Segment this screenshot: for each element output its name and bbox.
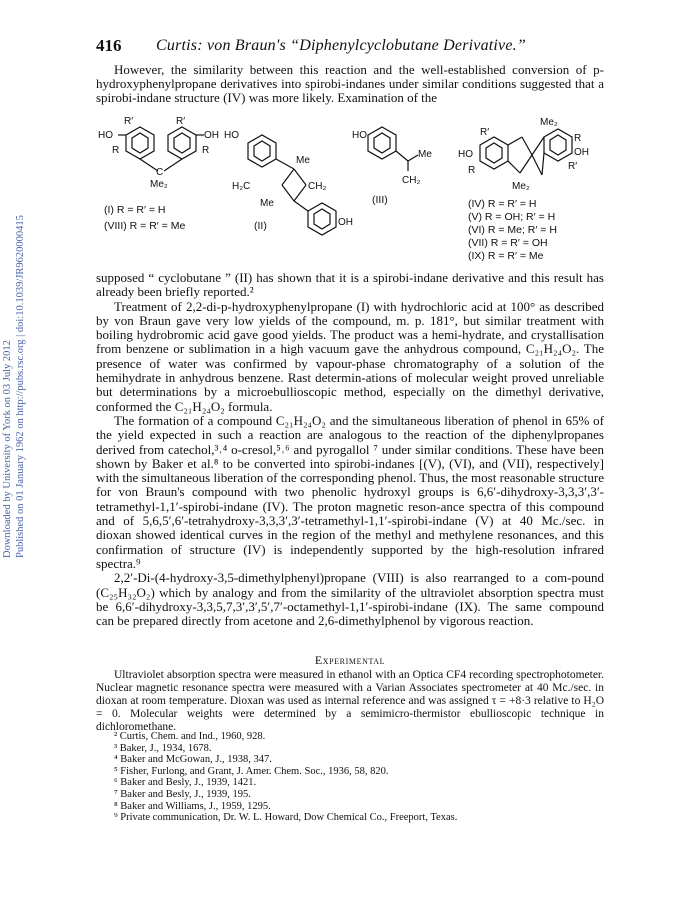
ring-II-top-inner xyxy=(254,141,270,161)
body-paragraph-2: Treatment of 2,2-di-p-hydroxyphenylpropane (I) with hydrochloric acid at 100° as described by von Braun gave very low yields of the compound, m. p. 181°, but similar treatment with boiling hydrobromic acid gave good yields. The product was a hemi-hydrate, and crystallisation from benzene or sublimation in a high vacuum gave the anhydrous compound, C₂₁H₂₄O₂. The presence of water was confirmed by vapour-phase chromatography of a solution of the hemihydrate in anhydrous benzene. Rast determin-ations of molecular weight proved unreliable but determinations by a microebullioscopic method, especially on the dimethyl derivative, conformed the C₂₁H₂₄O₂ formula. xyxy=(96,298,604,414)
I-me2: Me₂ xyxy=(150,179,168,190)
II-me-top: Me xyxy=(296,155,310,166)
I-c: C xyxy=(156,167,164,178)
page-number: 416 xyxy=(96,36,122,55)
caption-III: (III) xyxy=(372,194,388,206)
experimental-text xyxy=(96,669,604,734)
reference-item: ⁶ Baker and Besly, J., 1939, 1421. xyxy=(114,777,257,789)
published-line: Published on 01 January 1962 on http://pubs.rsc.org | doi:10.1039/JR9620000415 xyxy=(15,215,26,558)
ring-III-inner xyxy=(374,133,390,153)
intro-text: However, the similarity between this reaction and the well-established conversion of p-hydroxyphenylpropane derivatives into spirobi-indanes under similar conditions suggested that a spirobi-indane structure (IV) was more likely. Examination of the xyxy=(96,62,604,105)
ring-IV-left xyxy=(480,137,508,169)
IV-rp-left: R′ xyxy=(480,127,490,138)
I-oh: OH xyxy=(204,130,219,141)
IV-r-right: R xyxy=(574,133,582,144)
ring-III xyxy=(368,127,396,159)
reference-item: ⁷ Baker and Besly, J., 1939, 195. xyxy=(114,788,251,800)
caption-V: (V) R = OH; R′ = H xyxy=(468,211,556,223)
caption-VIII: (VIII) R = R′ = Me xyxy=(104,220,186,232)
IV-ho: HO xyxy=(458,149,473,160)
IV-rp-right: R′ xyxy=(568,161,578,172)
section-heading-experimental: Experimental xyxy=(314,653,386,667)
III-ch2: CH₂ xyxy=(402,175,421,186)
experimental-paragraph: Ultraviolet absorption spectra were measured in ethanol with an Optica CF4 recording spectrophotometer. Nuclear magnetic resonance spectra were measured with a Varian Associates spectrometer at 40 Mc./sec. in dioxan at room temperature. Dioxan was used as internal reference and was assigned τ = +8·3 relative to H₂O = 0. Molecular weights were determined by a semimicro-thermistor ebullioscopic technique in dichloromethane. xyxy=(96,669,604,733)
I-r-left: R xyxy=(112,145,120,156)
reference-item: ³ Baker, J., 1934, 1678. xyxy=(114,742,212,754)
ring-I-right-inner xyxy=(174,133,190,153)
running-head: Curtis: von Braun's “Diphenylcyclobutane Derivative.” xyxy=(156,37,526,54)
I-r-right: R xyxy=(202,145,210,156)
references-list xyxy=(114,731,604,824)
body-text xyxy=(96,271,604,628)
reference-item: ⁴ Baker and McGowan, J., 1938, 347. xyxy=(114,754,272,766)
III-ho: HO xyxy=(352,130,367,141)
caption-I: (I) R = R′ = H xyxy=(104,204,166,216)
IV-r-left: R xyxy=(468,165,476,176)
I-ho: HO xyxy=(98,130,113,141)
structure-drawing xyxy=(96,113,612,273)
page-header xyxy=(96,36,616,58)
caption-II: (II) xyxy=(254,220,267,232)
intro-paragraph xyxy=(96,63,604,105)
caption-VI: (VI) R = Me; R′ = H xyxy=(468,224,557,236)
I-rp-right: R′ xyxy=(176,116,186,127)
ring-I-left-inner xyxy=(132,133,148,153)
downloaded-line: Downloaded by University of York on 03 July 2012 xyxy=(2,340,13,558)
IV-oh: OH xyxy=(574,147,589,158)
III-me: Me xyxy=(418,149,432,160)
body-paragraph-1: supposed “ cyclobutane ” (II) has shown that it is a spirobi-indane derivative and this result has already been briefly reported.² xyxy=(96,270,604,300)
reference-item: ⁸ Baker and Williams, J., 1959, 1295. xyxy=(114,800,271,812)
ring-I-left xyxy=(126,127,154,159)
structure-figure xyxy=(96,113,612,273)
IV-me2-bottom: Me₂ xyxy=(512,181,530,192)
caption-IX: (IX) R = R′ = Me xyxy=(468,250,544,262)
II-ch2: CH₂ xyxy=(308,181,327,192)
ring-II-bottom xyxy=(308,203,336,235)
ring-I-right xyxy=(168,127,196,159)
caption-VII: (VII) R = R′ = OH xyxy=(468,237,548,249)
body-paragraph-4: 2,2′-Di-(4-hydroxy-3,5-dimethylphenyl)propane (VIII) is also rearranged to a com-pound (C₂₅H₃₂O₂) which by analogy and from the similarity of the ultraviolet absorption spectra must be 6,6′-dihydroxy-3,3,5,7,3′,3′,5′,7′-octamethyl-1,1′-spirobi-indane (IX). The same compound can be prepared directly from acetone and 2,6-dimethylphenol by vigorous reaction. xyxy=(96,570,604,629)
II-h2c: H₂C xyxy=(232,181,251,192)
II-ho: HO xyxy=(224,130,239,141)
ring-II-bottom-inner xyxy=(314,209,330,229)
body-paragraph-3: The formation of a compound C₂₁H₂₄O₂ and the simultaneous liberation of phenol in 65% of the yield expected in such a reaction are analogous to the reaction of the diphenylpropanes derived from catechol,³˒⁴ o-cresol,⁵˒⁶ and pyrogallol ⁷ under similar conditions. These have been shown by Baker et al.⁸ to be converted into spirobi-indanes [(V), (VI), and (VII), respectively] with the simultaneous liberation of the corresponding phenol. Thus, the most reasonable structure for von Braun's compound with two phenolic hydroxyl groups is 6,6′-dihydroxy-3,3,3′,3′-tetramethyl-1,1′-spirobi-indane (IV). The proton magnetic reson-ance spectra of this compound and of 5,6,5′,6′-tetrahydroxy-3,3,3′,3′-tetramethyl-1,1′-spirobi-indane (V) at 40 Mc./sec. in dioxan showed identical curves in the region of the methyl and methylene resonances, and this confirmation of structure (IV) is independently supported by the high-resolution infrared spectra.⁹ xyxy=(96,412,604,571)
reference-item: ⁵ Fisher, Furlong, and Grant, J. Amer. Chem. Soc., 1936, 58, 820. xyxy=(114,765,389,777)
II-oh: OH xyxy=(338,217,353,228)
download-notice xyxy=(2,180,26,560)
ring-IV-left-inner xyxy=(486,143,502,163)
IV-me2-top: Me₂ xyxy=(540,117,558,128)
ring-II-top xyxy=(248,135,276,167)
caption-IV: (IV) R = R′ = H xyxy=(468,198,537,210)
ring-IV-right xyxy=(544,129,572,161)
I-rp-left: R′ xyxy=(124,116,134,127)
II-me-bottom: Me xyxy=(260,198,274,209)
ring-IV-right-inner xyxy=(550,135,566,155)
reference-item: ² Curtis, Chem. and Ind., 1960, 928. xyxy=(114,731,266,742)
reference-item: ⁹ Private communication, Dr. W. L. Howard, Dow Chemical Co., Freeport, Texas. xyxy=(114,812,458,824)
